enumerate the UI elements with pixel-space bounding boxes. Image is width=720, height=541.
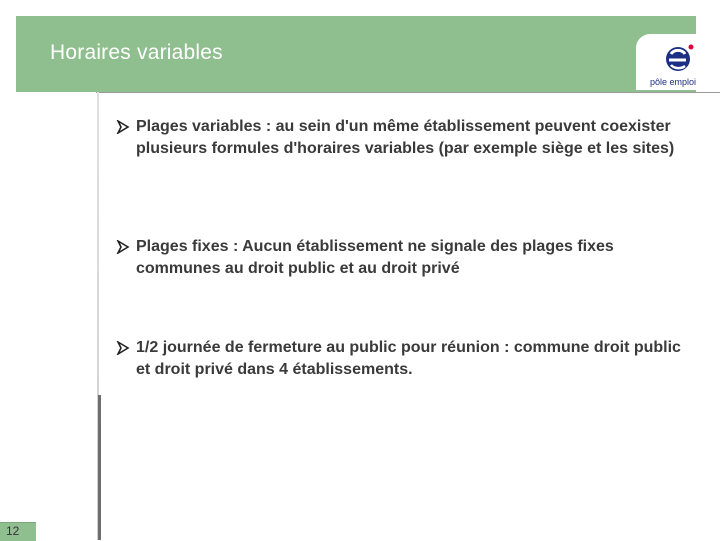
logo-wordmark: pôle emploi xyxy=(650,77,697,87)
header-divider xyxy=(96,92,720,93)
arrow-bullet-icon xyxy=(110,240,136,254)
bullet-text: 1/2 journée de fermeture au public pour réunion : commune droit public et droit privé dans 4 établissements. xyxy=(136,339,681,378)
bullet-item xyxy=(110,116,690,160)
pole-emploi-logo xyxy=(636,34,712,90)
bullet-item xyxy=(110,236,690,280)
arrow-bullet-icon xyxy=(110,120,136,134)
slide-title: Horaires variables xyxy=(50,41,223,64)
bullet-item xyxy=(110,337,690,381)
vertical-divider-dark xyxy=(98,395,101,540)
page-number: 12 xyxy=(6,524,20,538)
arrow-bullet-icon xyxy=(110,341,136,355)
bullet-text: Plages variables : au sein d'un même établissement peuvent coexister plusieurs formules d'horaires variables (par exemple siège et les sites) xyxy=(136,118,675,157)
bullet-text: Plages fixes : Aucun établissement ne signale des plages fixes communes au droit public et au droit privé xyxy=(136,238,614,277)
